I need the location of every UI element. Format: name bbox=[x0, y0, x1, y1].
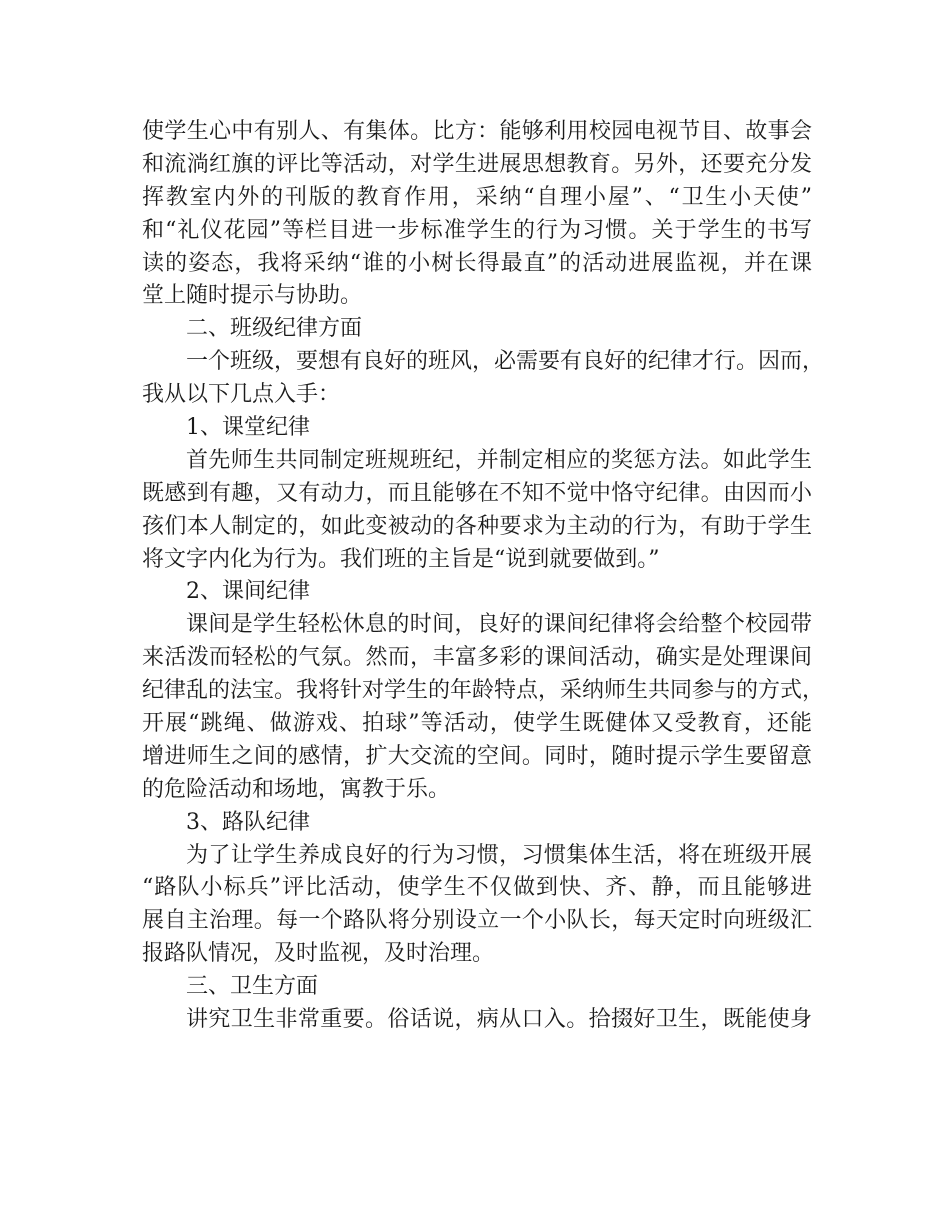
document-body bbox=[142, 116, 825, 1037]
text-line: 和流淌红旗的评比等活动，对学生进展思想教育。另外，还要充分发 bbox=[142, 151, 812, 177]
text-line: 挥教室内外的刊版的教育作用，采纳“自理小屋”、“卫生小天使” bbox=[142, 184, 812, 210]
text-line: 报路队情况，及时监视，及时治理。 bbox=[142, 941, 495, 967]
text-line: 来活泼而轻松的气氛。然而，丰富多彩的课间活动，确实是处理课间 bbox=[142, 645, 812, 671]
text-line: 一个班级，要想有良好的班风，必需要有良好的纪律才行。因而， bbox=[186, 349, 825, 375]
text-line: 将文字内化为行为。我们班的主旨是“说到就要做到。” bbox=[142, 546, 660, 572]
text-line: 二、班级纪律方面 bbox=[186, 316, 363, 342]
text-line: 纪律乱的法宝。我将针对学生的年龄特点，采纳师生共同参与的方式， bbox=[142, 678, 825, 704]
text-line: 使学生心中有别人、有集体。比方：能够利用校园电视节目、故事会 bbox=[142, 119, 812, 144]
text-line: 堂上随时提示与协助。 bbox=[142, 283, 363, 309]
text-line: 我从以下几点入手： bbox=[142, 382, 341, 408]
text-line: 展自主治理。每一个路队将分别设立一个小队长，每天定时向班级汇 bbox=[142, 908, 812, 934]
text-line: 课间是学生轻松休息的时间，良好的课间纪律将会给整个校园带 bbox=[186, 612, 812, 638]
text-line: 2、课间纪律 bbox=[186, 579, 310, 605]
text-line: 3、路队纪律 bbox=[186, 809, 310, 835]
text-line: 的危险活动和场地，寓教于乐。 bbox=[142, 776, 451, 802]
text-line: 既感到有趣，又有动力，而且能够在不知不觉中恪守纪律。由因而小 bbox=[142, 480, 812, 506]
text-line: “路队小标兵”评比活动，使学生不仅做到快、齐、静，而且能够进 bbox=[142, 875, 812, 901]
text-line: 开展“跳绳、做游戏、拍球”等活动，使学生既健体又受教育，还能 bbox=[142, 711, 812, 737]
text-line: 为了让学生养成良好的行为习惯，习惯集体生活，将在班级开展 bbox=[186, 842, 812, 868]
text-line: 和“礼仪花园”等栏目进一步标准学生的行为习惯。关于学生的书写 bbox=[142, 217, 812, 243]
text-line: 三、卫生方面 bbox=[186, 974, 319, 1000]
text-line: 孩们本人制定的，如此变被动的各种要求为主动的行为，有助于学生 bbox=[142, 513, 812, 539]
text-line: 增进师生之间的感情，扩大交流的空间。同时，随时提示学生要留意 bbox=[142, 743, 812, 769]
text-line: 首先师生共同制定班规班纪，并制定相应的奖惩方法。如此学生 bbox=[186, 447, 812, 473]
text-line: 读的姿态，我将采纳“谁的小树长得最直”的活动进展监视，并在课 bbox=[142, 250, 812, 276]
text-line: 讲究卫生非常重要。俗话说，病从口入。拾掇好卫生，既能使身 bbox=[186, 1007, 812, 1033]
text-line: 1、课堂纪律 bbox=[186, 415, 310, 441]
